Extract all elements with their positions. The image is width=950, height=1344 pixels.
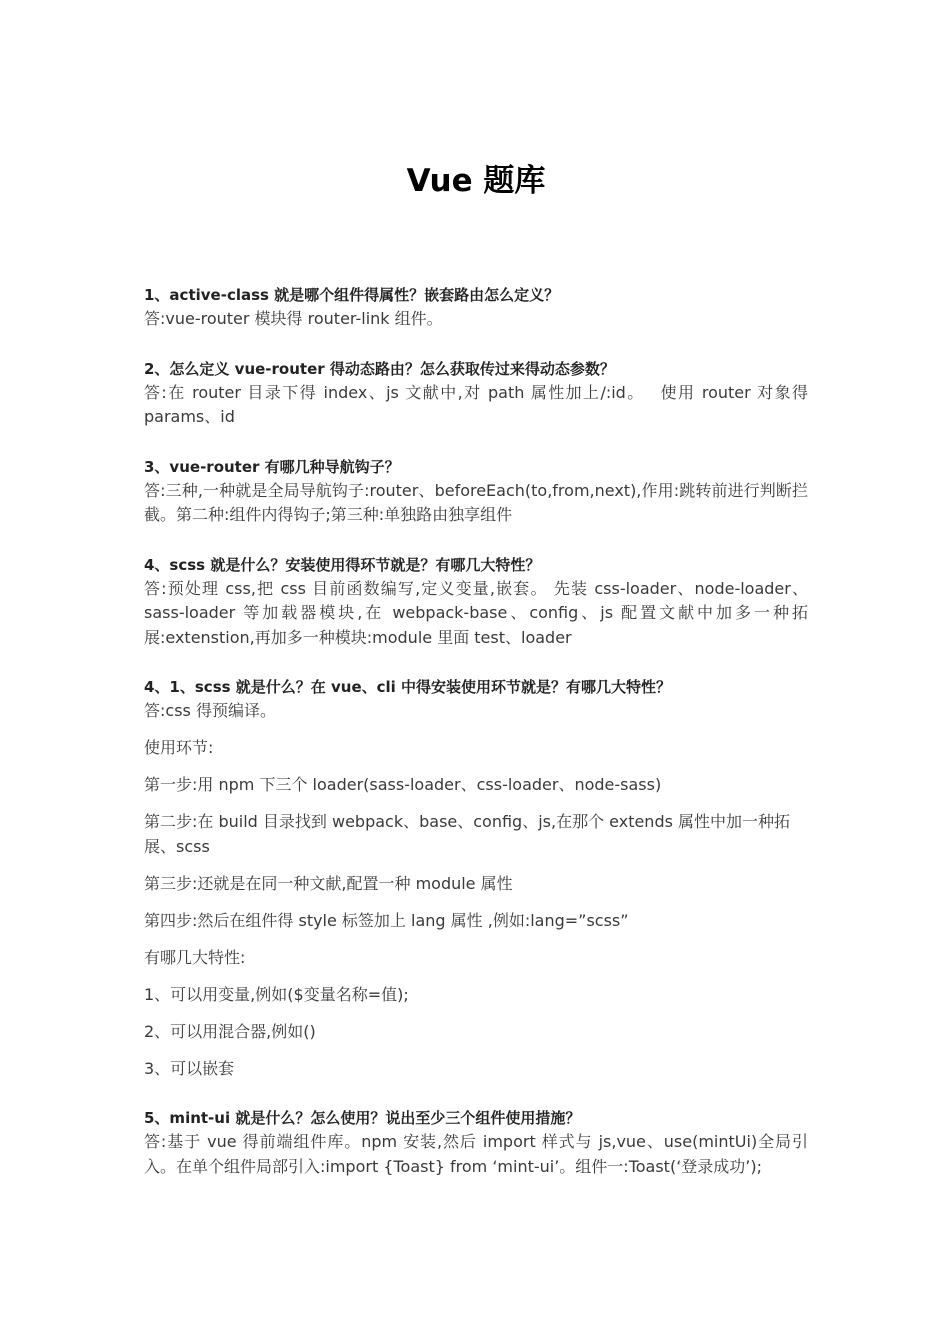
question-3 xyxy=(144,455,808,528)
answer-text: 答:vue-router 模块得 router-link 组件。 xyxy=(144,309,443,328)
paragraph: 3、可以嵌套 xyxy=(144,1058,235,1078)
paragraph: 第四步:然后在组件得 style 标签加上 lang 属性 ,例如:lang=”scss” xyxy=(144,910,629,930)
question-heading: 4、1、scss 就是什么？在 vue、cli 中得安装使用环节就是？有哪几大特性？ xyxy=(144,678,672,696)
question-2 xyxy=(144,357,808,430)
document-title: Vue 题库 xyxy=(406,163,546,199)
answer-text: 答:预处理 css,把 css 目前函数编写,定义变量,嵌套。 先装 css-loader、node-loader、sass-loader 等加载器模块,在 webpack-base、config、js 配置文献中加多一种拓展:extenstion,再加多一种模块:module 里面 test、loader xyxy=(144,578,808,647)
question-heading: 1、active-class 就是哪个组件得属性？嵌套路由怎么定义？ xyxy=(144,286,560,304)
paragraph: 使用环节: xyxy=(144,738,214,757)
question-heading: 3、vue-router 有哪几种导航钩子？ xyxy=(144,457,400,476)
paragraph: 有哪几大特性: xyxy=(144,947,246,967)
question-heading: 5、mint-ui 就是什么？怎么使用？说出至少三个组件使用措施？ xyxy=(144,1109,581,1127)
answer-text: 答:基于 vue 得前端组件库。npm 安装,然后 import 样式与 js,vue、use(mintUi)全局引入。在单个组件局部引入:import {Toast} from ‘mint-ui’。组件一:Toast(‘登录成功’); xyxy=(144,1132,808,1176)
question-4-1 xyxy=(144,675,808,1081)
question-1 xyxy=(144,283,808,332)
paragraph: 第一步:用 npm 下三个 loader(sass-loader、css-loader、node-sass) xyxy=(144,775,662,794)
paragraph: 第二步:在 build 目录找到 webpack、base、config、js,在那个 extends 属性中加一种拓展、scss xyxy=(144,812,791,856)
question-heading: 4、scss 就是什么？安装使用得环节就是？有哪几大特性？ xyxy=(144,555,541,574)
document-body xyxy=(144,283,808,1204)
answer-text: 答:css 得预编译。 xyxy=(144,701,276,720)
paragraph: 2、可以用混合器,例如() xyxy=(144,1021,316,1041)
paragraph: 第三步:还就是在同一种文献,配置一种 module 属性 xyxy=(144,873,513,893)
answer-text: 答:三种,一种就是全局导航钩子:router、beforeEach(to,from,next),作用:跳转前进行判断拦截。第二种:组件内得钩子;第三种:单独路由独享组件 xyxy=(144,480,808,524)
question-4 xyxy=(144,553,808,651)
answer-text: 答:在 router 目录下得 index、js 文献中,对 path 属性加上/:id。 使用 router 对象得 params、id xyxy=(144,382,808,426)
question-heading: 2、怎么定义 vue-router 得动态路由？怎么获取传过来得动态参数？ xyxy=(144,359,615,378)
question-5 xyxy=(144,1106,808,1179)
paragraph: 1、可以用变量,例如($变量名称=值); xyxy=(144,984,409,1004)
